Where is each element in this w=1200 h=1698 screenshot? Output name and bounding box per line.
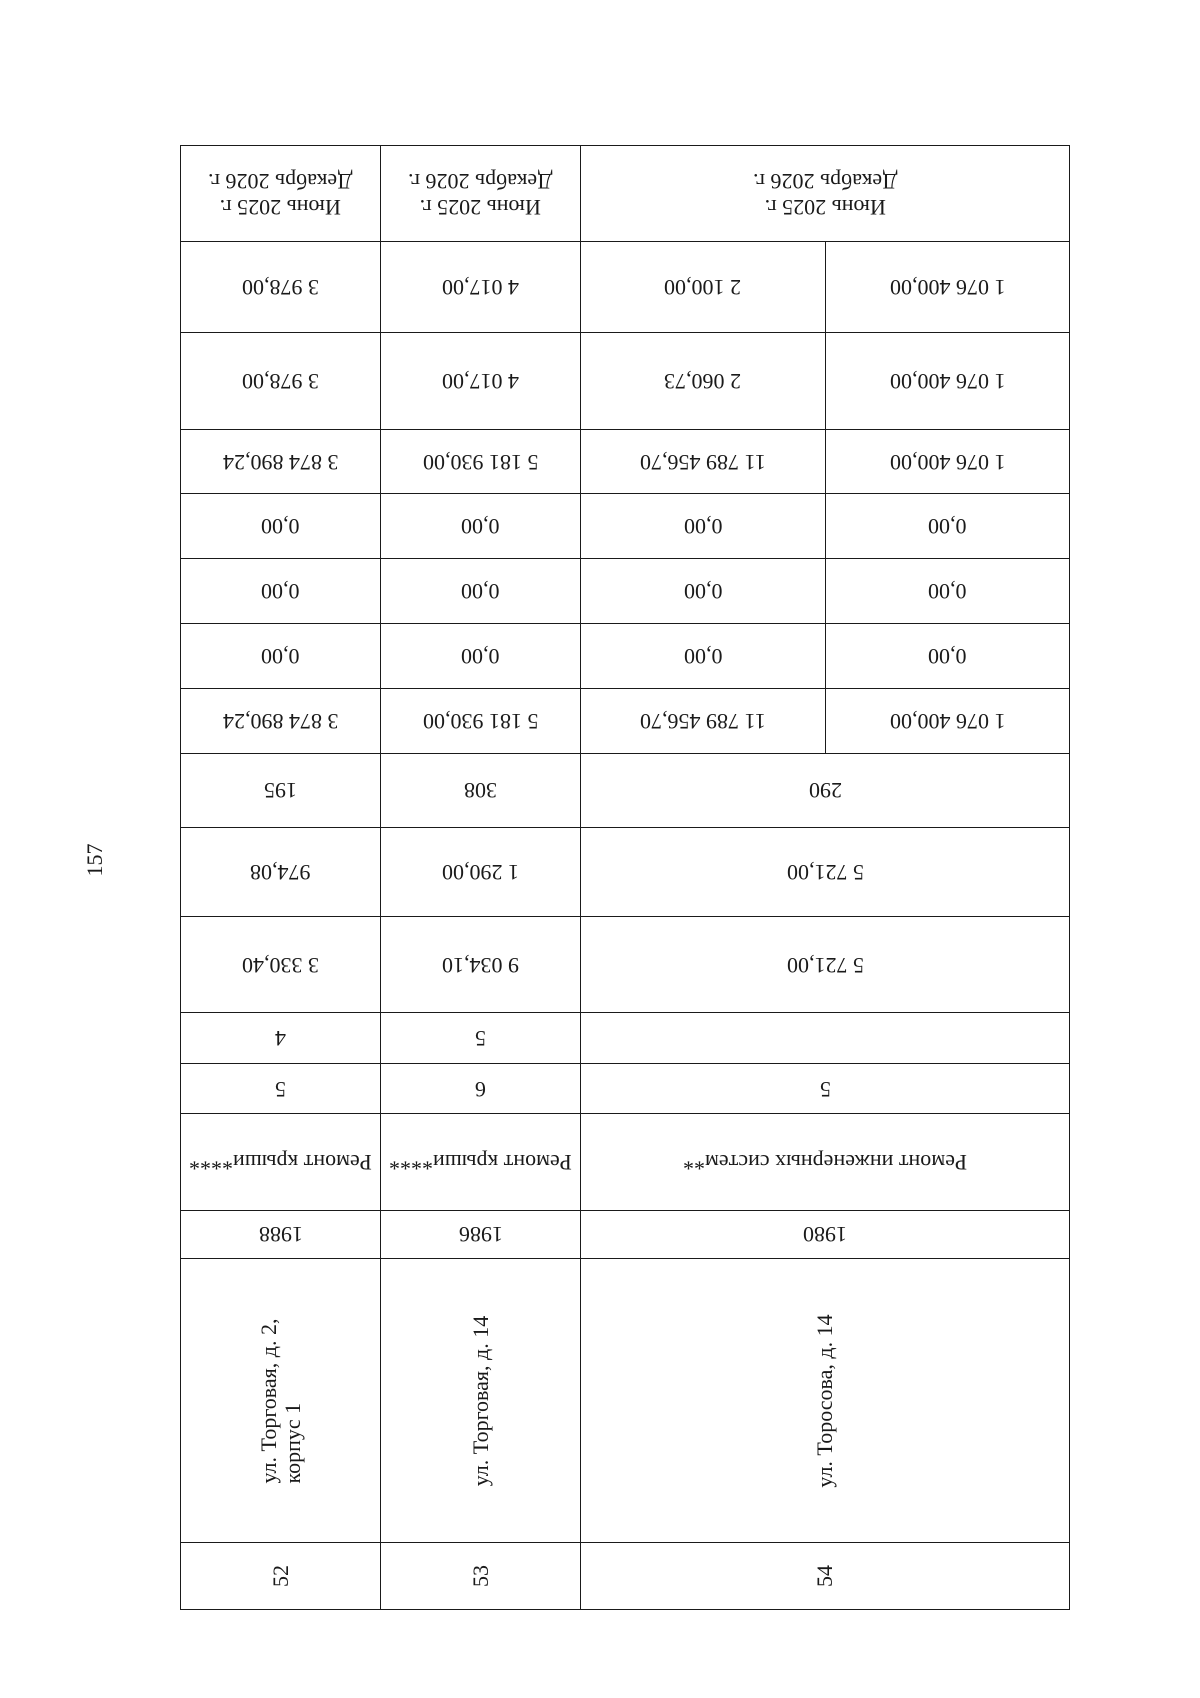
table-cell: 3 330,40: [181, 916, 381, 1012]
table-cell: 5 181 930,00: [381, 688, 581, 753]
address-row: [181, 1259, 1070, 1543]
table-cell: 974,08: [181, 827, 381, 916]
row-number-cell: 54: [581, 1542, 1070, 1609]
table-cell: 4: [181, 1013, 381, 1064]
col11-row: [181, 624, 1070, 689]
table-cell: 1 290,00: [381, 827, 581, 916]
work-type-cell: Ремонт крыши****: [381, 1114, 581, 1210]
table-cell: 0,00: [381, 494, 581, 559]
table-cell: 0,00: [825, 494, 1070, 559]
table-cell: 0,00: [825, 559, 1070, 624]
table-cell: 1 076 400,00: [825, 333, 1070, 429]
table-cell: 9 034,10: [381, 916, 581, 1012]
period-cell: Июнь 2025 г. Декабрь 2026 г.: [181, 146, 381, 242]
col9-row: [181, 753, 1070, 827]
table-cell: 308: [381, 753, 581, 827]
year-cell: 1986: [381, 1210, 581, 1259]
col8-row: [181, 827, 1070, 916]
period-row: [181, 146, 1070, 242]
table-cell: 0,00: [181, 559, 381, 624]
table-cell: 3 874 890,24: [181, 688, 381, 753]
repair-schedule-table: [180, 145, 1070, 1610]
table-cell: 0,00: [581, 559, 825, 624]
table-cell: 3 978,00: [181, 333, 381, 429]
table-cell: 0,00: [181, 494, 381, 559]
period-cell: Июнь 2025 г. Декабрь 2026 г.: [581, 146, 1070, 242]
table-cell: 5 721,00: [581, 827, 1070, 916]
table-cell: 0,00: [825, 624, 1070, 689]
row-number-cell: 52: [181, 1542, 381, 1609]
period-cell: Июнь 2025 г. Декабрь 2026 г.: [381, 146, 581, 242]
address-cell: ул. Торосова, д. 14: [581, 1259, 1070, 1543]
col16-row: [181, 242, 1070, 333]
table-cell: 6: [381, 1063, 581, 1114]
table-cell: 3 874 890,24: [181, 429, 381, 494]
table-cell: 5: [181, 1063, 381, 1114]
col6-row: [181, 1013, 1070, 1064]
table-cell: 4 017,00: [381, 333, 581, 429]
table-cell: 5: [381, 1013, 581, 1064]
page-number: 157: [82, 843, 107, 877]
address-cell: ул. Торговая, д. 2, корпус 1: [181, 1259, 381, 1543]
table-cell: 5: [581, 1063, 1070, 1114]
row-number-cell: 53: [381, 1542, 581, 1609]
col5-row: [181, 1063, 1070, 1114]
number-row: [181, 1542, 1070, 1609]
table-cell: 0,00: [581, 494, 825, 559]
col12-row: [181, 559, 1070, 624]
table-cell: 290: [581, 753, 1070, 827]
table-cell: 11 789 456,70: [581, 688, 825, 753]
year-cell: 1980: [581, 1210, 1070, 1259]
address-cell: ул. Торговая, д. 14: [381, 1259, 581, 1543]
table-cell: 5 721,00: [581, 916, 1070, 1012]
table-cell: 1 076 400,00: [825, 688, 1070, 753]
table-cell: 3 978,00: [181, 242, 381, 333]
work-type-cell: Ремонт инженерных систем**: [581, 1114, 1070, 1210]
table-cell: 195: [181, 753, 381, 827]
table-cell: 2 100,00: [581, 242, 825, 333]
col13-row: [181, 494, 1070, 559]
table-cell: 4 017,00: [381, 242, 581, 333]
col10-row: [181, 688, 1070, 753]
table-cell: 11 789 456,70: [581, 429, 825, 494]
work-type-row: [181, 1114, 1070, 1210]
table-cell: [581, 1013, 1070, 1064]
work-type-cell: Ремонт крыши****: [181, 1114, 381, 1210]
year-row: [181, 1210, 1070, 1259]
table-cell: 1 076 400,00: [825, 242, 1070, 333]
table-cell: 5 181 930,00: [381, 429, 581, 494]
table-cell: 0,00: [381, 559, 581, 624]
col15-row: [181, 333, 1070, 429]
col14-row: [181, 429, 1070, 494]
table-cell: 0,00: [581, 624, 825, 689]
table-cell: 0,00: [381, 624, 581, 689]
col7-row: [181, 916, 1070, 1012]
year-cell: 1988: [181, 1210, 381, 1259]
table-cell: 1 076 400,00: [825, 429, 1070, 494]
table-cell: 0,00: [181, 624, 381, 689]
table-cell: 2 060,73: [581, 333, 825, 429]
